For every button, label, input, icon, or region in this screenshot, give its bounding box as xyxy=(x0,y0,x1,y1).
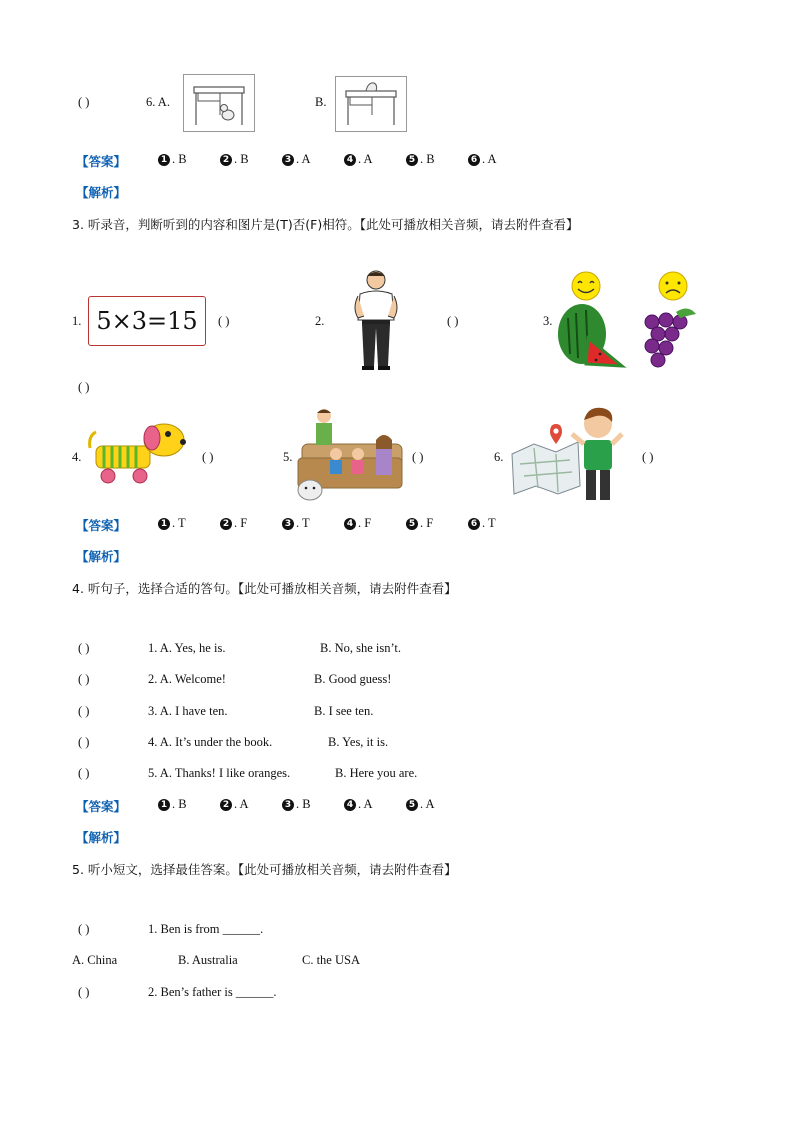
family-on-sofa-image xyxy=(296,406,404,502)
answer-item: 5 . B xyxy=(406,152,468,167)
answer-item: 4 . A xyxy=(344,152,406,167)
q3-label-6: 6. xyxy=(494,450,504,464)
answer-item: 3 . A xyxy=(282,152,344,167)
answer-item: 3 . B xyxy=(282,797,344,812)
q5-option-a: A. China xyxy=(72,953,118,967)
q2-item6-paren: ( ) xyxy=(78,95,90,109)
answer-item: 6 . A xyxy=(468,152,530,167)
q3-label-2: 2. xyxy=(315,314,325,328)
q2-item6-b-label: B. xyxy=(315,95,327,109)
answer-item: 2 . B xyxy=(220,152,282,167)
q4-paren-2: ( ) xyxy=(78,672,90,686)
q3-paren-6: ( ) xyxy=(642,450,654,464)
q4-item-3-a: 3. A. I have ten. xyxy=(148,704,228,718)
q3-paren-2: ( ) xyxy=(447,314,459,328)
q3-paren-3: ( ) xyxy=(78,380,90,394)
q2-item6-label: 6. A. xyxy=(146,95,170,109)
q4-item-1-a: 1. A. Yes, he is. xyxy=(148,641,226,655)
q4-item-2-b: B. Good guess! xyxy=(314,672,392,686)
q5-paren-2: ( ) xyxy=(78,985,90,999)
q2-analysis-tag: 【解析】 xyxy=(76,185,127,200)
q3-answer-row xyxy=(158,516,530,531)
q3-label-3: 3. xyxy=(543,314,553,328)
q4-item-4-b: B. Yes, it is. xyxy=(328,735,389,749)
q4-title: 4. 听句子，选择合适的答句。【此处可播放相关音频，请去附件查看】 xyxy=(72,581,457,596)
q3-label-1: 1. xyxy=(72,314,82,328)
equation-text: 5×3=15 xyxy=(96,307,198,335)
q5-paren-1: ( ) xyxy=(78,922,90,936)
answer-item: 3 . T xyxy=(282,516,344,531)
q4-item-5-a: 5. A. Thanks! I like oranges. xyxy=(148,766,291,780)
toy-dog-image xyxy=(86,418,192,488)
q4-item-2-a: 2. A. Welcome! xyxy=(148,672,226,686)
answer-item: 4 . F xyxy=(344,516,406,531)
answer-item: 6 . T xyxy=(468,516,530,531)
answer-item: 1 . B xyxy=(158,152,220,167)
q4-answer-tag: 【答案】 xyxy=(76,799,127,814)
q3-paren-5: ( ) xyxy=(412,450,424,464)
q4-item-3-b: B. I see ten. xyxy=(314,704,374,718)
q5-option-c: C. the USA xyxy=(302,953,360,967)
q3-label-4: 4. xyxy=(72,450,82,464)
q2-answer-row xyxy=(158,152,530,167)
q3-label-5: 5. xyxy=(283,450,293,464)
q4-analysis-tag: 【解析】 xyxy=(76,830,127,845)
q3-paren-1: ( ) xyxy=(218,314,230,328)
q4-paren-5: ( ) xyxy=(78,766,90,780)
answer-item: 1 . T xyxy=(158,516,220,531)
q4-item-4-a: 4. A. It’s under the book. xyxy=(148,735,273,749)
q4-paren-3: ( ) xyxy=(78,704,90,718)
desk-with-cat-image xyxy=(183,74,255,132)
q4-paren-1: ( ) xyxy=(78,641,90,655)
q4-item-1-b: B. No, she isn’t. xyxy=(320,641,402,655)
q3-answer-tag: 【答案】 xyxy=(76,518,127,533)
q4-item-5-b: B. Here you are. xyxy=(335,766,418,780)
q4-paren-4: ( ) xyxy=(78,735,90,749)
q2-answer-tag: 【答案】 xyxy=(76,154,127,169)
q5-question-1: 1. Ben is from ______. xyxy=(148,922,264,936)
fruit-faces-image xyxy=(556,268,701,372)
answer-item: 1 . B xyxy=(158,797,220,812)
q3-analysis-tag: 【解析】 xyxy=(76,549,127,564)
boy-with-map-image xyxy=(510,404,628,506)
answer-item: 5 . A xyxy=(406,797,468,812)
q3-paren-4: ( ) xyxy=(202,450,214,464)
answer-item: 4 . A xyxy=(344,797,406,812)
answer-item: 2 . A xyxy=(220,797,282,812)
q5-option-b: B. Australia xyxy=(178,953,238,967)
answer-item: 2 . F xyxy=(220,516,282,531)
answer-item: 5 . F xyxy=(406,516,468,531)
q5-question-2: 2. Ben’s father is ______. xyxy=(148,985,277,999)
cat-on-desk-image xyxy=(335,76,407,132)
q4-answer-row xyxy=(158,797,468,812)
q5-title: 5. 听小短文，选择最佳答案。【此处可播放相关音频，请去附件查看】 xyxy=(72,862,457,877)
q3-title: 3. 听录音，判断听到的内容和图片是(T)否(F)相符。【此处可播放相关音频，请去附件查看】 xyxy=(72,217,579,232)
strong-man-image xyxy=(350,268,402,372)
equation-image xyxy=(88,296,206,346)
